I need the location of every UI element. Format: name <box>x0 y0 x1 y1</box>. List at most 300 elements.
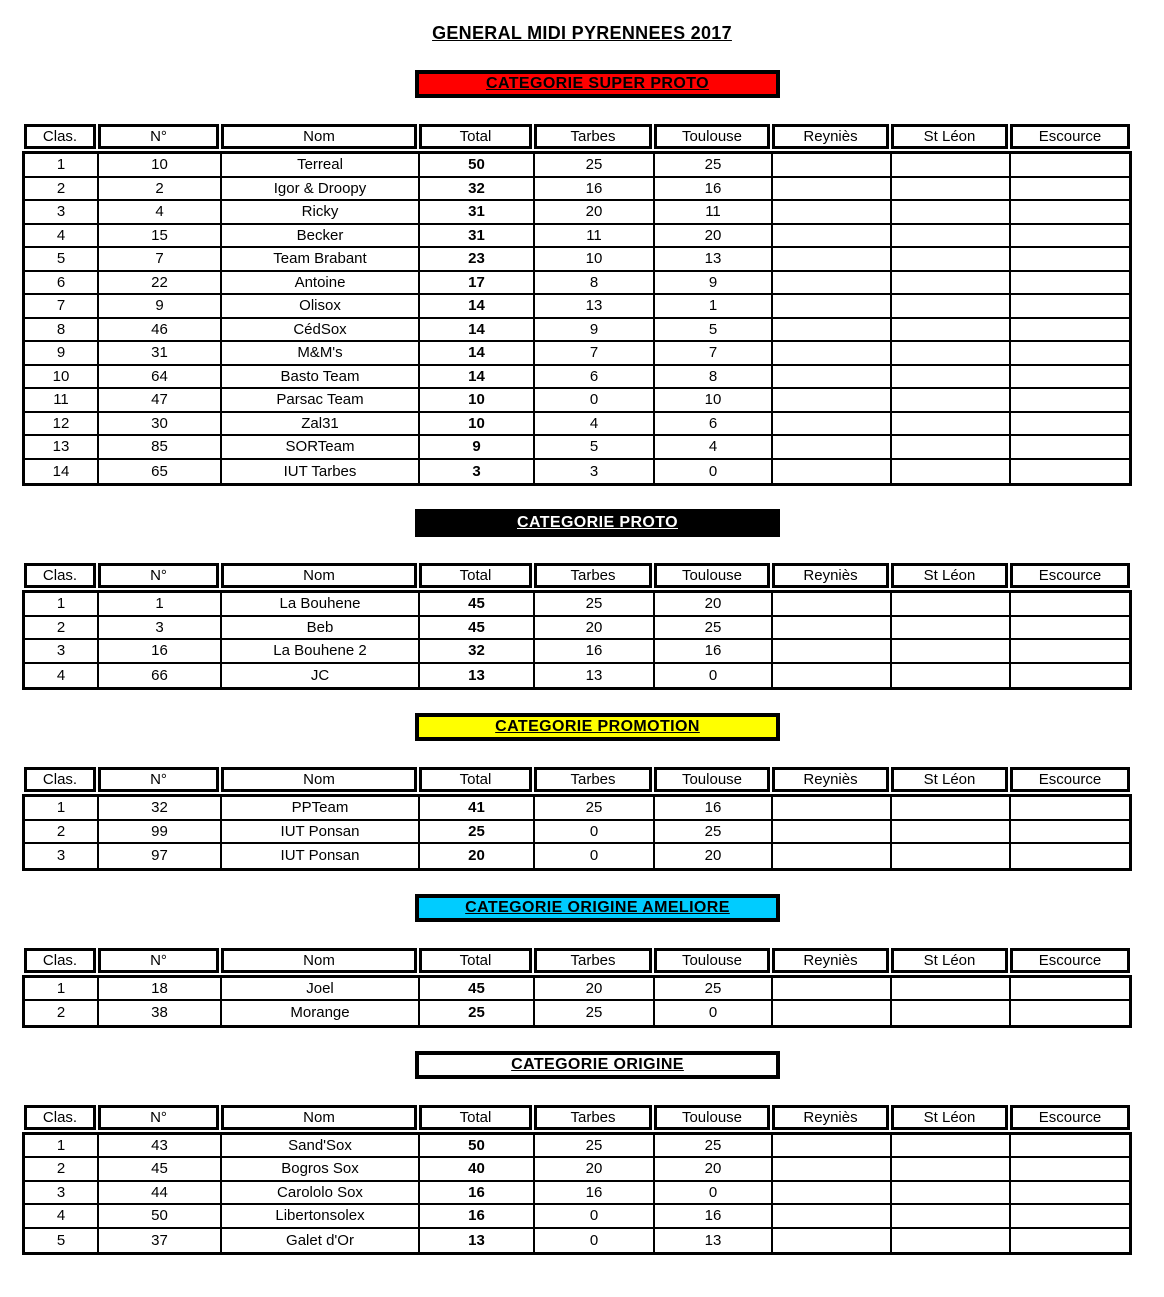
cell-reyni-s <box>773 664 892 688</box>
cell-escource <box>1011 319 1129 341</box>
cell-n: 66 <box>99 664 222 688</box>
table-body <box>22 590 1132 690</box>
cell-tarbes: 8 <box>535 272 655 294</box>
cell-toulouse: 7 <box>655 342 773 364</box>
cell-clas: 13 <box>25 436 99 458</box>
cell-n: 30 <box>99 413 222 435</box>
cell-clas: 10 <box>25 366 99 388</box>
cell-n: 31 <box>99 342 222 364</box>
column-header-tarbes: Tarbes <box>534 124 652 149</box>
table-row <box>25 342 1129 366</box>
cell-toulouse: 6 <box>655 413 773 435</box>
column-header-toulouse: Toulouse <box>654 563 770 588</box>
column-header-nom: Nom <box>221 1105 417 1130</box>
cell-st-l-on <box>892 272 1011 294</box>
cell-n: 9 <box>99 295 222 317</box>
cell-toulouse: 13 <box>655 1229 773 1253</box>
cell-st-l-on <box>892 295 1011 317</box>
cell-reyni-s <box>773 640 892 662</box>
cell-total: 32 <box>420 178 535 200</box>
cell-toulouse: 11 <box>655 201 773 223</box>
category-banner <box>415 713 780 741</box>
cell-total: 45 <box>420 617 535 639</box>
cell-nom: Olisox <box>222 295 420 317</box>
table-header-row <box>24 124 1130 149</box>
cell-st-l-on <box>892 1182 1011 1204</box>
cell-nom: IUT Ponsan <box>222 821 420 843</box>
category-section-categorie-proto <box>0 509 1164 690</box>
cell-total: 13 <box>420 1229 535 1253</box>
table-row <box>25 978 1129 1002</box>
cell-escource <box>1011 640 1129 662</box>
cell-escource <box>1011 295 1129 317</box>
cell-toulouse: 25 <box>655 617 773 639</box>
cell-st-l-on <box>892 436 1011 458</box>
cell-escource <box>1011 821 1129 843</box>
cell-n: 22 <box>99 272 222 294</box>
cell-escource <box>1011 342 1129 364</box>
cell-reyni-s <box>773 821 892 843</box>
cell-nom: Terreal <box>222 154 420 176</box>
cell-total: 23 <box>420 248 535 270</box>
cell-n: 2 <box>99 178 222 200</box>
category-banner-label: CATEGORIE SUPER PROTO <box>486 75 709 92</box>
cell-total: 3 <box>420 460 535 484</box>
column-header-reyni-s: Reyniès <box>772 767 889 792</box>
category-section-categorie-promotion <box>0 713 1164 871</box>
cell-n: 1 <box>99 593 222 615</box>
category-banner-label: CATEGORIE ORIGINE AMELIORE <box>465 898 730 916</box>
cell-tarbes: 0 <box>535 1205 655 1227</box>
cell-tarbes: 7 <box>535 342 655 364</box>
results-table <box>22 948 1132 1028</box>
cell-reyni-s <box>773 1158 892 1180</box>
cell-clas: 9 <box>25 342 99 364</box>
cell-tarbes: 13 <box>535 664 655 688</box>
cell-toulouse: 0 <box>655 664 773 688</box>
cell-tarbes: 16 <box>535 640 655 662</box>
cell-clas: 5 <box>25 248 99 270</box>
cell-st-l-on <box>892 797 1011 819</box>
cell-reyni-s <box>773 1135 892 1157</box>
cell-total: 10 <box>420 413 535 435</box>
results-table <box>22 1105 1132 1256</box>
column-header-escource: Escource <box>1010 124 1130 149</box>
cell-nom: Parsac Team <box>222 389 420 411</box>
table-body <box>22 151 1132 486</box>
cell-reyni-s <box>773 1001 892 1025</box>
cell-escource <box>1011 272 1129 294</box>
cell-total: 16 <box>420 1182 535 1204</box>
column-header-total: Total <box>419 563 532 588</box>
cell-reyni-s <box>773 272 892 294</box>
cell-reyni-s <box>773 366 892 388</box>
column-header-nom: Nom <box>221 124 417 149</box>
cell-reyni-s <box>773 342 892 364</box>
cell-clas: 3 <box>25 201 99 223</box>
cell-tarbes: 5 <box>535 436 655 458</box>
cell-st-l-on <box>892 248 1011 270</box>
cell-n: 3 <box>99 617 222 639</box>
cell-total: 45 <box>420 593 535 615</box>
cell-nom: Igor & Droopy <box>222 178 420 200</box>
column-header-tarbes: Tarbes <box>534 1105 652 1130</box>
cell-toulouse: 16 <box>655 640 773 662</box>
cell-toulouse: 20 <box>655 225 773 247</box>
cell-total: 41 <box>420 797 535 819</box>
cell-reyni-s <box>773 617 892 639</box>
cell-n: 85 <box>99 436 222 458</box>
cell-toulouse: 8 <box>655 366 773 388</box>
table-body <box>22 1132 1132 1256</box>
cell-clas: 12 <box>25 413 99 435</box>
cell-total: 17 <box>420 272 535 294</box>
cell-nom: La Bouhene <box>222 593 420 615</box>
page-title: GENERAL MIDI PYRENNEES 2017 <box>432 23 732 43</box>
table-header-row <box>24 948 1130 973</box>
table-body <box>22 794 1132 871</box>
cell-st-l-on <box>892 664 1011 688</box>
column-header-st-l-on: St Léon <box>891 767 1008 792</box>
cell-nom: La Bouhene 2 <box>222 640 420 662</box>
cell-clas: 1 <box>25 797 99 819</box>
cell-st-l-on <box>892 225 1011 247</box>
cell-total: 25 <box>420 821 535 843</box>
cell-escource <box>1011 225 1129 247</box>
cell-nom: JC <box>222 664 420 688</box>
cell-total: 31 <box>420 201 535 223</box>
cell-n: 7 <box>99 248 222 270</box>
cell-total: 50 <box>420 1135 535 1157</box>
table-row <box>25 178 1129 202</box>
cell-st-l-on <box>892 978 1011 1000</box>
cell-total: 16 <box>420 1205 535 1227</box>
table-row <box>25 844 1129 868</box>
column-header-total: Total <box>419 1105 532 1130</box>
table-row <box>25 272 1129 296</box>
cell-tarbes: 13 <box>535 295 655 317</box>
table-row <box>25 295 1129 319</box>
cell-total: 9 <box>420 436 535 458</box>
cell-toulouse: 16 <box>655 797 773 819</box>
cell-clas: 4 <box>25 664 99 688</box>
cell-nom: Joel <box>222 978 420 1000</box>
cell-st-l-on <box>892 342 1011 364</box>
column-header-clas: Clas. <box>24 948 96 973</box>
cell-toulouse: 25 <box>655 821 773 843</box>
column-header-clas: Clas. <box>24 563 96 588</box>
cell-clas: 7 <box>25 295 99 317</box>
table-row <box>25 1205 1129 1229</box>
cell-n: 64 <box>99 366 222 388</box>
column-header-escource: Escource <box>1010 948 1130 973</box>
cell-toulouse: 13 <box>655 248 773 270</box>
column-header-clas: Clas. <box>24 124 96 149</box>
column-header-clas: Clas. <box>24 1105 96 1130</box>
cell-escource <box>1011 978 1129 1000</box>
cell-n: 97 <box>99 844 222 868</box>
cell-escource <box>1011 664 1129 688</box>
cell-nom: Antoine <box>222 272 420 294</box>
cell-clas: 1 <box>25 978 99 1000</box>
cell-tarbes: 11 <box>535 225 655 247</box>
cell-nom: CédSox <box>222 319 420 341</box>
cell-total: 14 <box>420 319 535 341</box>
cell-escource <box>1011 201 1129 223</box>
cell-nom: Morange <box>222 1001 420 1025</box>
cell-n: 32 <box>99 797 222 819</box>
cell-n: 18 <box>99 978 222 1000</box>
cell-n: 47 <box>99 389 222 411</box>
cell-total: 45 <box>420 978 535 1000</box>
category-banner-label: CATEGORIE ORIGINE <box>511 1055 684 1073</box>
cell-tarbes: 25 <box>535 797 655 819</box>
cell-tarbes: 25 <box>535 1001 655 1025</box>
cell-escource <box>1011 1158 1129 1180</box>
category-banner <box>415 509 780 537</box>
cell-st-l-on <box>892 1001 1011 1025</box>
column-header-st-l-on: St Léon <box>891 563 1008 588</box>
cell-escource <box>1011 366 1129 388</box>
cell-tarbes: 16 <box>535 178 655 200</box>
cell-st-l-on <box>892 1135 1011 1157</box>
column-header-nom: Nom <box>221 563 417 588</box>
cell-reyni-s <box>773 1229 892 1253</box>
table-body <box>22 975 1132 1028</box>
cell-clas: 2 <box>25 617 99 639</box>
cell-clas: 1 <box>25 593 99 615</box>
column-header-nom: Nom <box>221 767 417 792</box>
cell-n: 4 <box>99 201 222 223</box>
cell-nom: Becker <box>222 225 420 247</box>
cell-total: 40 <box>420 1158 535 1180</box>
table-row <box>25 366 1129 390</box>
cell-nom: Sand'Sox <box>222 1135 420 1157</box>
cell-clas: 2 <box>25 821 99 843</box>
cell-reyni-s <box>773 225 892 247</box>
cell-toulouse: 9 <box>655 272 773 294</box>
cell-nom: Zal31 <box>222 413 420 435</box>
cell-tarbes: 0 <box>535 821 655 843</box>
cell-escource <box>1011 389 1129 411</box>
cell-n: 50 <box>99 1205 222 1227</box>
cell-tarbes: 20 <box>535 1158 655 1180</box>
table-row <box>25 154 1129 178</box>
category-banner <box>415 1051 780 1079</box>
cell-toulouse: 10 <box>655 389 773 411</box>
cell-total: 10 <box>420 389 535 411</box>
table-row <box>25 640 1129 664</box>
results-table <box>22 563 1132 690</box>
category-section-categorie-super-proto <box>0 70 1164 486</box>
cell-nom: Team Brabant <box>222 248 420 270</box>
table-row <box>25 797 1129 821</box>
table-row <box>25 617 1129 641</box>
cell-tarbes: 25 <box>535 1135 655 1157</box>
table-row <box>25 664 1129 688</box>
cell-clas: 3 <box>25 640 99 662</box>
cell-total: 31 <box>420 225 535 247</box>
cell-toulouse: 0 <box>655 1182 773 1204</box>
cell-nom: Galet d'Or <box>222 1229 420 1253</box>
cell-reyni-s <box>773 201 892 223</box>
table-row <box>25 436 1129 460</box>
column-header-tarbes: Tarbes <box>534 948 652 973</box>
cell-reyni-s <box>773 154 892 176</box>
cell-st-l-on <box>892 1229 1011 1253</box>
cell-escource <box>1011 460 1129 484</box>
column-header-reyni-s: Reyniès <box>772 124 889 149</box>
cell-toulouse: 5 <box>655 319 773 341</box>
cell-reyni-s <box>773 460 892 484</box>
cell-toulouse: 0 <box>655 460 773 484</box>
cell-escource <box>1011 1001 1129 1025</box>
column-header-total: Total <box>419 948 532 973</box>
cell-nom: Ricky <box>222 201 420 223</box>
cell-st-l-on <box>892 844 1011 868</box>
cell-tarbes: 0 <box>535 844 655 868</box>
column-header-reyni-s: Reyniès <box>772 563 889 588</box>
cell-reyni-s <box>773 978 892 1000</box>
table-row <box>25 389 1129 413</box>
cell-clas: 4 <box>25 1205 99 1227</box>
table-header-row <box>24 767 1130 792</box>
column-header-n: N° <box>98 948 219 973</box>
cell-escource <box>1011 436 1129 458</box>
table-header-row <box>24 563 1130 588</box>
column-header-total: Total <box>419 767 532 792</box>
cell-n: 44 <box>99 1182 222 1204</box>
cell-total: 20 <box>420 844 535 868</box>
cell-nom: Libertonsolex <box>222 1205 420 1227</box>
table-row <box>25 1229 1129 1253</box>
table-row <box>25 413 1129 437</box>
column-header-n: N° <box>98 1105 219 1130</box>
cell-st-l-on <box>892 178 1011 200</box>
column-header-st-l-on: St Léon <box>891 1105 1008 1130</box>
cell-st-l-on <box>892 821 1011 843</box>
cell-escource <box>1011 413 1129 435</box>
cell-nom: Carololo Sox <box>222 1182 420 1204</box>
cell-clas: 14 <box>25 460 99 484</box>
category-sections <box>0 70 1164 1255</box>
cell-st-l-on <box>892 154 1011 176</box>
cell-escource <box>1011 154 1129 176</box>
cell-clas: 1 <box>25 154 99 176</box>
cell-clas: 5 <box>25 1229 99 1253</box>
cell-reyni-s <box>773 413 892 435</box>
cell-total: 13 <box>420 664 535 688</box>
cell-st-l-on <box>892 319 1011 341</box>
cell-clas: 11 <box>25 389 99 411</box>
cell-clas: 8 <box>25 319 99 341</box>
cell-toulouse: 0 <box>655 1001 773 1025</box>
cell-n: 99 <box>99 821 222 843</box>
cell-clas: 1 <box>25 1135 99 1157</box>
cell-clas: 2 <box>25 178 99 200</box>
column-header-reyni-s: Reyniès <box>772 948 889 973</box>
cell-total: 14 <box>420 342 535 364</box>
cell-st-l-on <box>892 366 1011 388</box>
cell-st-l-on <box>892 460 1011 484</box>
cell-escource <box>1011 593 1129 615</box>
cell-nom: SORTeam <box>222 436 420 458</box>
cell-toulouse: 25 <box>655 154 773 176</box>
table-row <box>25 460 1129 484</box>
cell-st-l-on <box>892 1205 1011 1227</box>
table-row <box>25 821 1129 845</box>
cell-n: 43 <box>99 1135 222 1157</box>
cell-toulouse: 25 <box>655 978 773 1000</box>
results-table <box>22 124 1132 486</box>
cell-tarbes: 16 <box>535 1182 655 1204</box>
column-header-nom: Nom <box>221 948 417 973</box>
cell-toulouse: 16 <box>655 1205 773 1227</box>
cell-escource <box>1011 1182 1129 1204</box>
cell-n: 45 <box>99 1158 222 1180</box>
table-row <box>25 1182 1129 1206</box>
cell-clas: 3 <box>25 844 99 868</box>
cell-toulouse: 20 <box>655 1158 773 1180</box>
category-section-categorie-origine <box>0 1051 1164 1256</box>
column-header-reyni-s: Reyniès <box>772 1105 889 1130</box>
cell-n: 10 <box>99 154 222 176</box>
category-banner <box>415 70 780 98</box>
cell-total: 32 <box>420 640 535 662</box>
cell-reyni-s <box>773 178 892 200</box>
table-row <box>25 1135 1129 1159</box>
table-row <box>25 319 1129 343</box>
cell-clas: 4 <box>25 225 99 247</box>
cell-tarbes: 4 <box>535 413 655 435</box>
cell-st-l-on <box>892 413 1011 435</box>
cell-escource <box>1011 1229 1129 1253</box>
cell-escource <box>1011 1135 1129 1157</box>
cell-reyni-s <box>773 1182 892 1204</box>
cell-reyni-s <box>773 844 892 868</box>
cell-nom: PPTeam <box>222 797 420 819</box>
cell-escource <box>1011 1205 1129 1227</box>
cell-n: 65 <box>99 460 222 484</box>
cell-nom: IUT Tarbes <box>222 460 420 484</box>
table-row <box>25 248 1129 272</box>
cell-toulouse: 1 <box>655 295 773 317</box>
column-header-escource: Escource <box>1010 1105 1130 1130</box>
category-banner <box>415 894 780 922</box>
cell-toulouse: 20 <box>655 593 773 615</box>
cell-nom: Basto Team <box>222 366 420 388</box>
cell-escource <box>1011 797 1129 819</box>
table-row <box>25 225 1129 249</box>
cell-clas: 6 <box>25 272 99 294</box>
cell-tarbes: 20 <box>535 978 655 1000</box>
cell-clas: 2 <box>25 1158 99 1180</box>
cell-reyni-s <box>773 1205 892 1227</box>
cell-nom: M&M's <box>222 342 420 364</box>
cell-n: 37 <box>99 1229 222 1253</box>
cell-tarbes: 9 <box>535 319 655 341</box>
cell-total: 14 <box>420 366 535 388</box>
column-header-tarbes: Tarbes <box>534 767 652 792</box>
cell-toulouse: 4 <box>655 436 773 458</box>
column-header-n: N° <box>98 767 219 792</box>
cell-st-l-on <box>892 201 1011 223</box>
cell-total: 50 <box>420 154 535 176</box>
cell-total: 25 <box>420 1001 535 1025</box>
column-header-toulouse: Toulouse <box>654 1105 770 1130</box>
category-banner-label: CATEGORIE PROMOTION <box>495 718 700 735</box>
document-page <box>0 23 1164 1255</box>
